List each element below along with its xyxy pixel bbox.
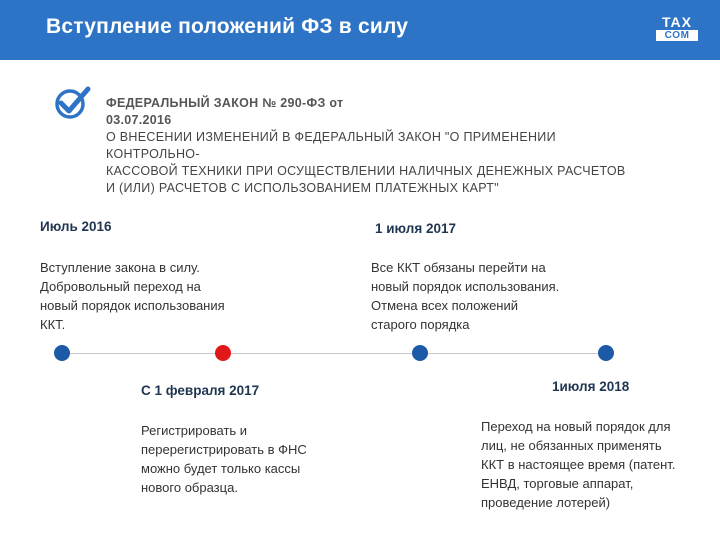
- law-title-line2: 03.07.2016: [106, 113, 172, 127]
- event-text-2017-07: Все ККТ обязаны перейти на новый порядок использования. Отмена всех положений старого порядка: [371, 260, 560, 332]
- timeline-dot-2018-07: [598, 345, 614, 361]
- law-title-line1: ФЕДЕРАЛЬНЫЙ ЗАКОН № 290-ФЗ от: [106, 96, 344, 110]
- timeline-line: [62, 353, 606, 354]
- event-date-2017-07: 1 июля 2017: [375, 221, 456, 236]
- law-body: О ВНЕСЕНИИ ИЗМЕНЕНИЙ В ФЕДЕРАЛЬНЫЙ ЗАКОН "О ПРИМЕНЕНИИ КОНТРОЛЬНО- КАССОВОЙ ТЕХНИКИ ПРИ ОСУЩЕСТВЛЕНИИ НАЛИЧНЫХ ДЕНЕЖНЫХ РАСЧЕТОВ И (ИЛИ) РАСЧЕТОВ С ИСПОЛЬЗОВАНИЕМ ПЛАТЕЖНЫХ КАРТ": [106, 130, 626, 195]
- event-date-2018-07: 1июля 2018: [552, 379, 630, 394]
- checkmark-icon: [52, 84, 92, 120]
- law-description: [106, 95, 686, 197]
- taxcom-logo: [654, 16, 700, 42]
- event-date-2017-02: С 1 февраля 2017: [141, 383, 260, 398]
- event-text-2018-07: Переход на новый порядок для лиц, не обязанных применять ККТ в настоящее время (патент. ЕНВД, торговые аппарат, проведение лотерей): [481, 419, 676, 510]
- page-title: Вступление положений ФЗ в силу: [46, 15, 409, 38]
- timeline-dot-2016-07: [54, 345, 70, 361]
- logo-text-bottom: COM: [656, 30, 698, 41]
- timeline-dot-2017-02: [215, 345, 231, 361]
- header-bar: [0, 0, 720, 60]
- event-text-2016-07: Вступление закона в силу. Добровольный переход на новый порядок использования ККТ.: [40, 260, 225, 332]
- timeline-dot-2017-07: [412, 345, 428, 361]
- logo-text-top: TAX: [662, 14, 692, 30]
- event-text-2017-02: Регистрировать и перерегистрировать в ФНС можно будет только кассы нового образца.: [141, 423, 307, 495]
- event-date-2016-07: Июль 2016: [40, 219, 112, 234]
